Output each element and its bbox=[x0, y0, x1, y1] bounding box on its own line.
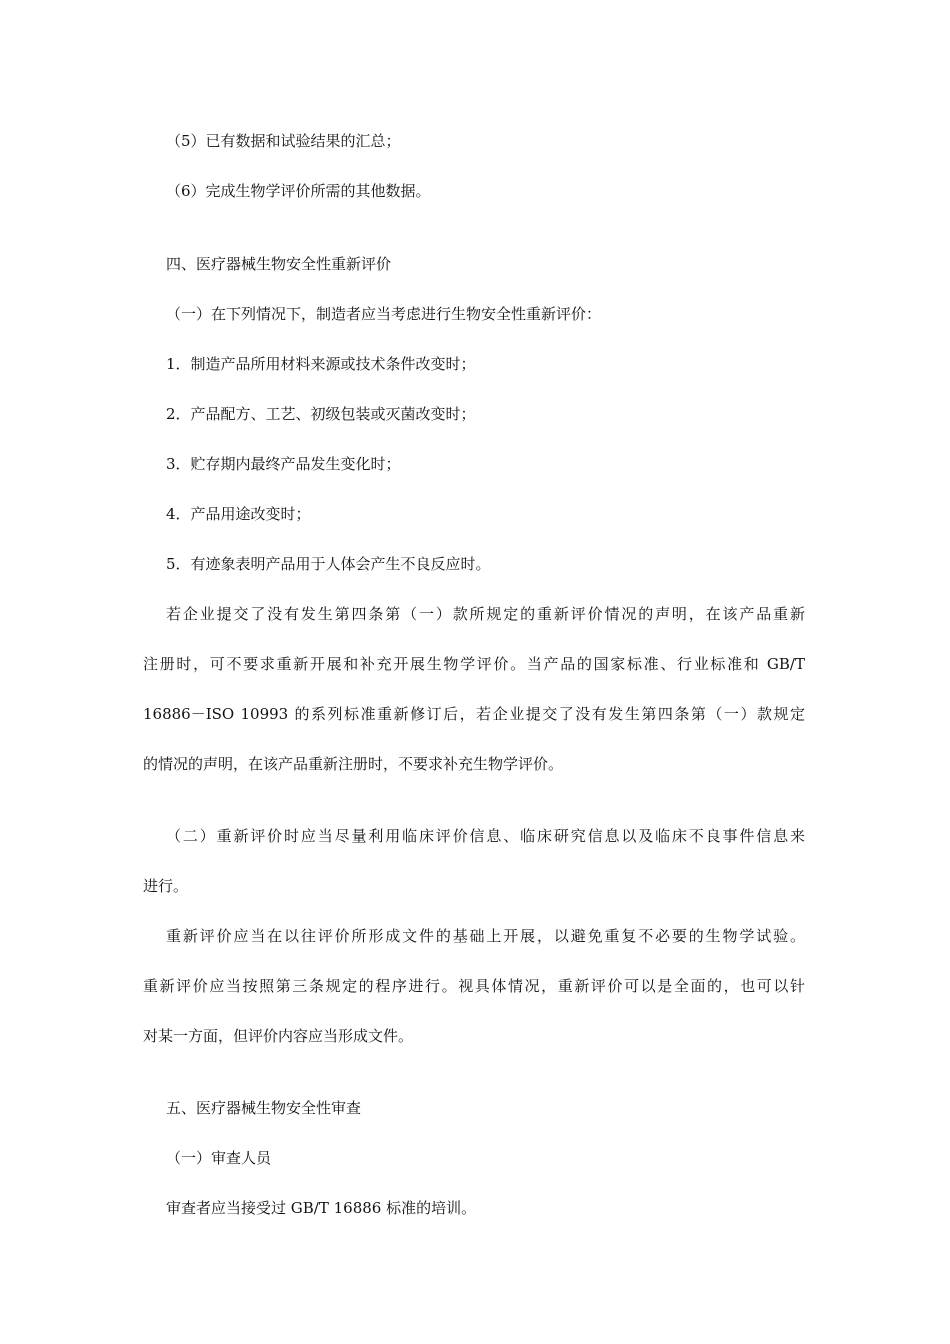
paragraph-line: 审查者应当接受过 GB/T 16886 标准的培训。 bbox=[166, 1199, 477, 1217]
subsection-heading-4-2: （二）重新评价时应当尽量利用临床评价信息、临床研究信息以及临床不良事件信息来 bbox=[166, 827, 805, 845]
condition-item-3: 3．贮存期内最终产品发生变化时； bbox=[166, 455, 401, 473]
paragraph-line: 对某一方面，但评价内容应当形成文件。 bbox=[143, 1027, 414, 1045]
list-item-5: （5）已有数据和试验结果的汇总； bbox=[166, 132, 401, 150]
subsection-heading-4-1: （一）在下列情况下，制造者应当考虑进行生物安全性重新评价： bbox=[166, 305, 602, 323]
paragraph-line: 重新评价应当按照第三条规定的程序进行。视具体情况，重新评价可以是全面的，也可以针 bbox=[143, 977, 805, 995]
paragraph-line: 的情况的声明，在该产品重新注册时，不要求补充生物学评价。 bbox=[143, 755, 564, 773]
condition-item-2: 2．产品配方、工艺、初级包装或灭菌改变时； bbox=[166, 405, 476, 423]
subsection-heading-5-1: （一）审查人员 bbox=[166, 1149, 272, 1167]
paragraph-line: 若企业提交了没有发生第四条第（一）款所规定的重新评价情况的声明，在该产品重新 bbox=[166, 605, 805, 623]
paragraph-line: 注册时，可不要求重新开展和补充开展生物学评价。当产品的国家标准、行业标准和 GB/T bbox=[143, 655, 805, 673]
paragraph-line: 进行。 bbox=[143, 877, 189, 895]
section-heading-5: 五、医疗器械生物安全性审查 bbox=[166, 1099, 362, 1117]
condition-item-1: 1．制造产品所用材料来源或技术条件改变时； bbox=[166, 355, 476, 373]
list-item-6: （6）完成生物学评价所需的其他数据。 bbox=[166, 182, 431, 200]
section-heading-4: 四、医疗器械生物安全性重新评价 bbox=[166, 255, 392, 273]
paragraph-line: 16886－ISO 10993 的系列标准重新修订后，若企业提交了没有发生第四条第（一）款规定 bbox=[143, 705, 805, 723]
condition-item-5: 5．有迹象表明产品用于人体会产生不良反应时。 bbox=[166, 555, 491, 573]
condition-item-4: 4．产品用途改变时； bbox=[166, 505, 311, 523]
paragraph-line: 重新评价应当在以往评价所形成文件的基础上开展，以避免重复不必要的生物学试验。 bbox=[166, 927, 805, 945]
